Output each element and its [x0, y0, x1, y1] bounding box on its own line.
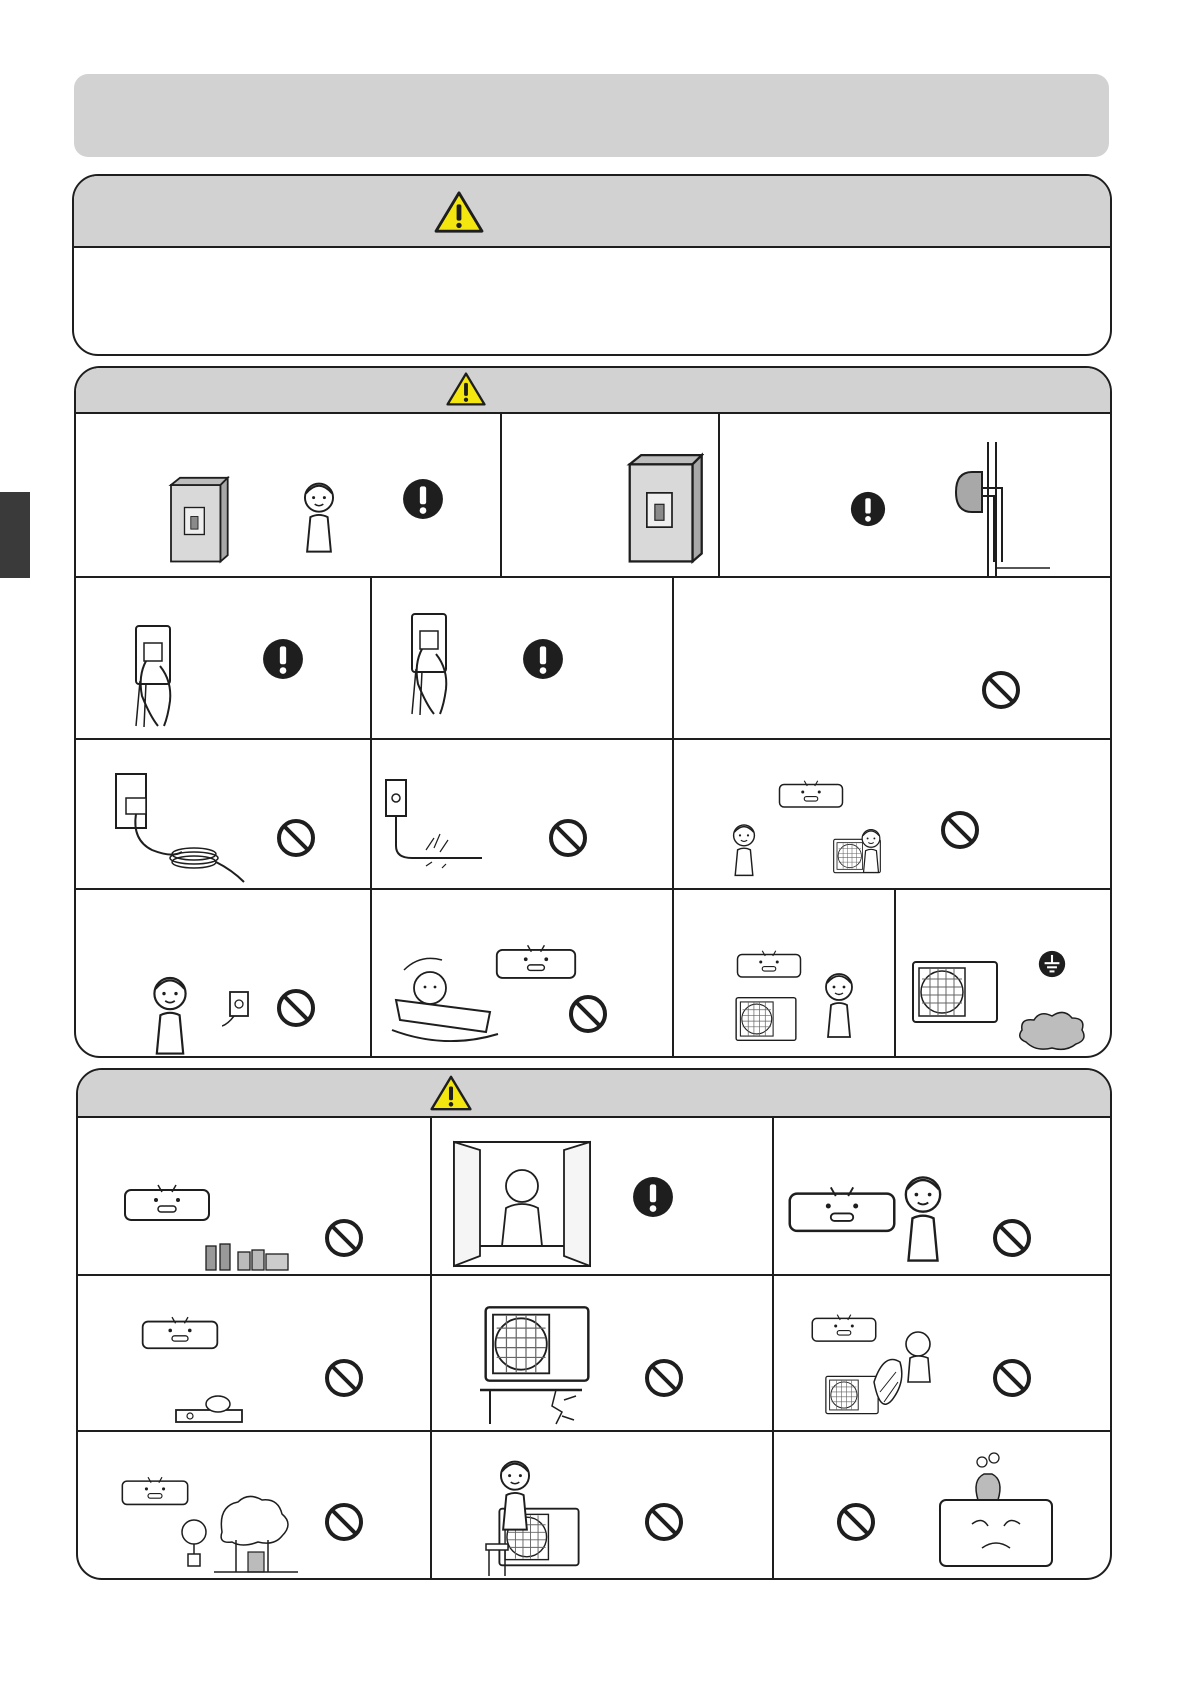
hands-in-unit-cell [674, 890, 894, 1058]
plug-pull-cell [372, 578, 672, 738]
wet-hands-cell [76, 890, 370, 1058]
prohibited-icon [276, 818, 316, 858]
mandatory-icon [402, 478, 444, 520]
plug-hand-illustration [116, 620, 196, 732]
prohibited-icon [836, 1502, 876, 1542]
page-title-bar [74, 74, 1109, 157]
mandatory-icon [262, 638, 304, 680]
girl-illustration [890, 1166, 956, 1268]
wall-socket-illustration [222, 990, 252, 1030]
climbing-child-illustration [488, 1454, 542, 1534]
plants-animals-cell [78, 1432, 430, 1580]
caution-panel [76, 1068, 1112, 1580]
outdoor-unit-illustration [910, 954, 1000, 1030]
prohibited-icon [992, 1358, 1032, 1398]
baby-airflow-cell [372, 890, 672, 1058]
plants-outdoor-cell [774, 1276, 1112, 1430]
prohibited-icon [276, 988, 316, 1028]
mandatory-icon [850, 491, 886, 527]
open-window-illustration [450, 1136, 594, 1270]
danger-panel-header [74, 176, 1110, 248]
indoor-unit-illustration [810, 1312, 878, 1346]
baby-cradle-illustration [390, 950, 500, 1042]
potted-plants-illustration [178, 1492, 298, 1576]
damaged-cord-illustration [382, 778, 482, 870]
prohibited-icon [324, 1218, 364, 1258]
blank-prohibited-cell [674, 578, 1112, 738]
climbing-child-cell [432, 1432, 772, 1580]
indoor-unit-illustration [122, 1184, 212, 1224]
plug-hand-illustration [392, 608, 472, 720]
broken-stand-illustration [476, 1386, 586, 1426]
prohibited-icon [644, 1358, 684, 1398]
prohibited-icon [940, 810, 980, 850]
damaged-stand-cell [432, 1276, 772, 1430]
indoor-unit-illustration [734, 950, 804, 980]
warning-panel-header [76, 368, 1110, 414]
damaged-cord-cell [372, 740, 672, 888]
cloud-illustration [1016, 1008, 1088, 1052]
danger-panel [72, 174, 1112, 356]
caution-panel-header [78, 1070, 1110, 1118]
food-items-illustration [202, 1232, 292, 1272]
mandatory-icon [522, 638, 564, 680]
prohibited-icon [324, 1502, 364, 1542]
outdoor-unit-illustration [734, 994, 798, 1044]
outdoor-unit-illustration [482, 1300, 592, 1388]
indoor-unit-illustration [140, 1316, 220, 1352]
children-stick-cell [674, 740, 1112, 888]
prohibited-icon [548, 818, 588, 858]
prohibited-icon [568, 994, 608, 1034]
earth-ground-cell [896, 890, 1112, 1058]
circuit-breaker-illustration [166, 476, 230, 566]
plug-insert-cell [76, 578, 370, 738]
mandatory-icon [632, 1176, 674, 1218]
child-illustration [292, 478, 346, 554]
prohibited-icon [644, 1502, 684, 1542]
child-illustration [854, 820, 888, 880]
stove-airflow-cell [78, 1276, 430, 1430]
warning-triangle-icon [434, 190, 484, 234]
coiled-cord-illustration [112, 770, 246, 886]
prohibited-icon [992, 1218, 1032, 1258]
ventilate-room-cell [432, 1116, 772, 1274]
warning-triangle-icon [446, 371, 486, 407]
girl-illustration [140, 972, 200, 1056]
prohibited-icon [324, 1358, 364, 1398]
girl-plant-illustration [870, 1322, 940, 1418]
wall-pipe-illustration [950, 442, 1050, 576]
vase-on-unit-cell [774, 1432, 1112, 1580]
warning-triangle-icon [430, 1074, 472, 1112]
breaker-cell [502, 412, 718, 576]
food-storage-cell [78, 1116, 430, 1274]
circuit-breaker-illustration [624, 452, 704, 568]
child-illustration [724, 816, 764, 882]
indoor-unit-illustration [786, 1186, 898, 1236]
stool-illustration [484, 1542, 510, 1578]
cleaning-unit-cell [774, 1116, 1112, 1274]
prohibited-icon [981, 670, 1021, 710]
vase-on-unit-illustration [938, 1450, 1054, 1572]
side-section-tab [0, 492, 30, 578]
warning-panel [74, 366, 1112, 1058]
gas-stove-illustration [174, 1390, 244, 1426]
ground-icon [1038, 950, 1066, 978]
child-illustration [814, 952, 864, 1056]
indoor-unit-illustration [494, 944, 578, 982]
wall-pipe-cell [720, 412, 1112, 576]
breaker-child-cell [76, 412, 500, 576]
coiled-cord-cell [76, 740, 370, 888]
indoor-unit-illustration [776, 780, 846, 810]
